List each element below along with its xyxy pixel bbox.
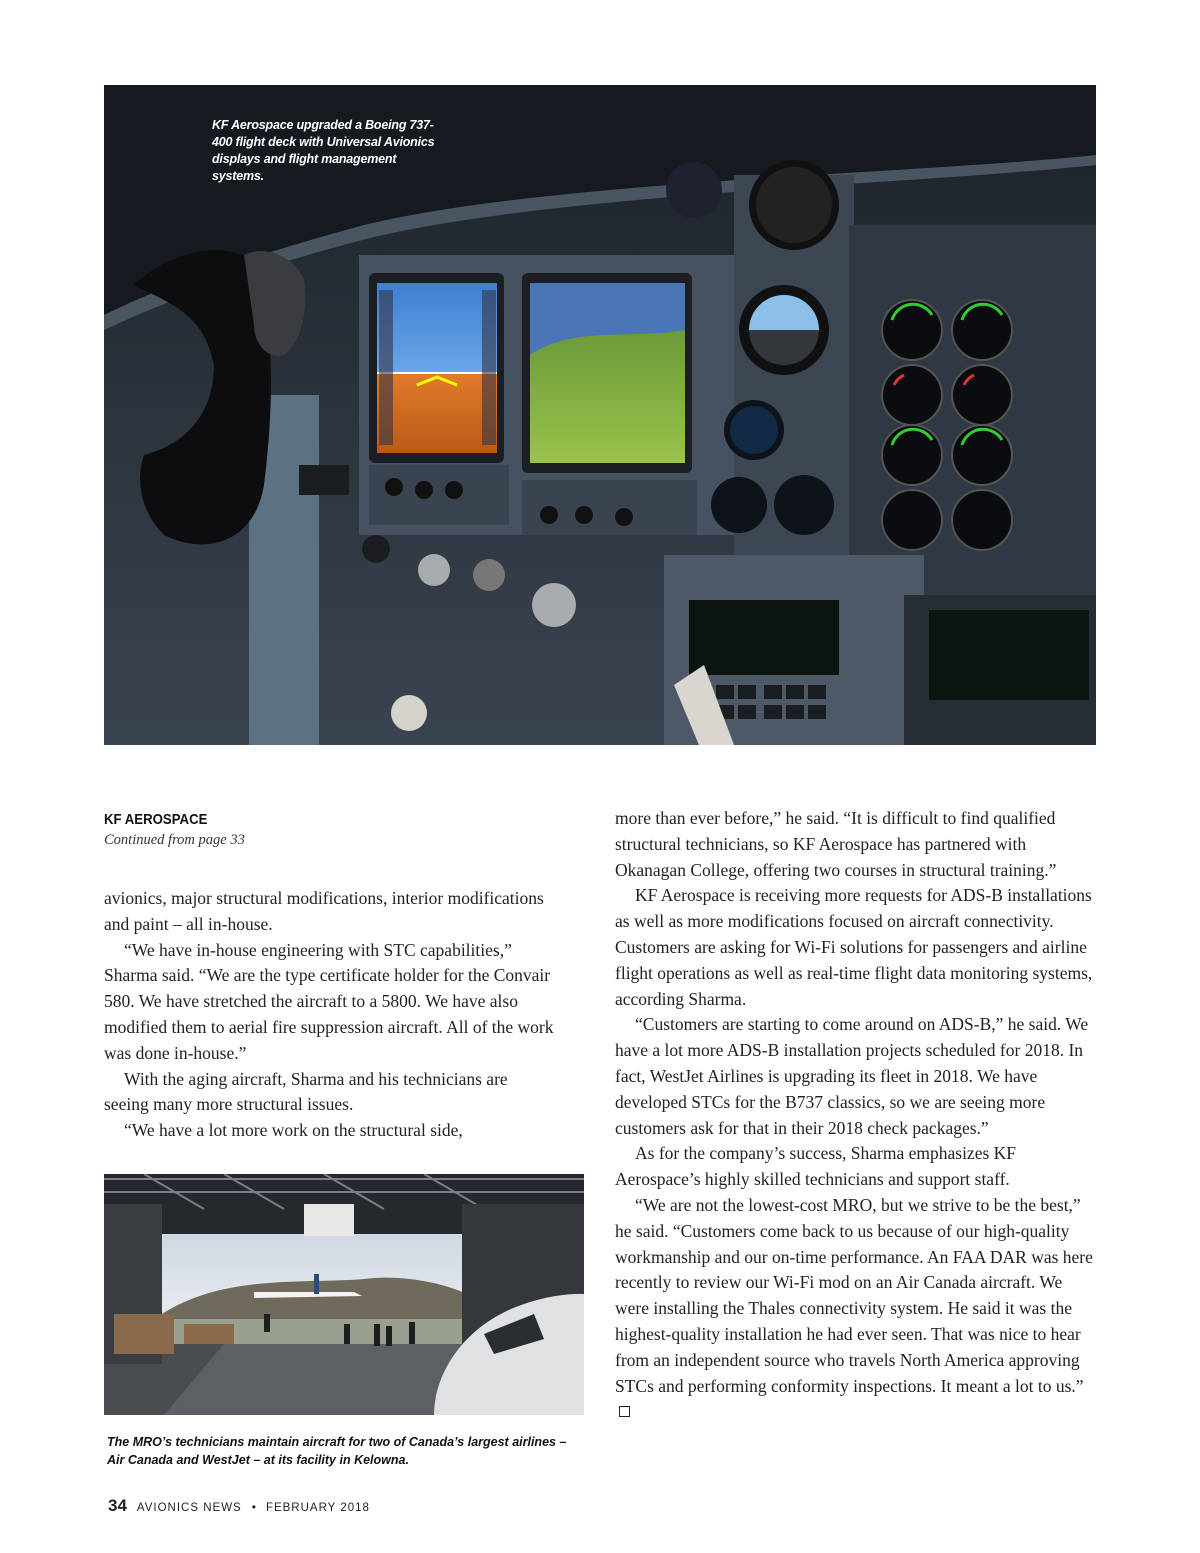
publication-name: AVIONICS NEWS (136, 1502, 242, 1514)
article-paragraph: “We have in-house engineering with STC capabilities,” Sharma said. “We are the type certificate holder for the Convair 580. We have stretched the aircraft to a 5800. We have also modified them to aerial fire suppression aircraft. All of the work was done in-house.” (104, 939, 554, 1063)
cockpit-photo (104, 85, 1096, 745)
article-paragraph: “We have a lot more work on the structural side, (124, 1120, 463, 1141)
last-paragraph-text: “We are not the lowest-cost MRO, but we strive to be the best,” he said. “Customers come back to us because of our high-quality workmanship and our on-time performance. An FAA DAR was here recently to review our Wi-Fi mod on an Air Canada aircraft. We were installing the Thales connectivity system. He said it was the highest-quality installation he had ever seen. That was nice to hear from an independent source who travels North America approving STCs and performing conformity inspections. It meant a lot to us.” (615, 1194, 1093, 1396)
article-left-column (104, 886, 556, 1144)
continued-from-note: Continued from page 33 (104, 832, 245, 848)
hangar-illustration (104, 1174, 584, 1415)
article-kicker: KF AEROSPACE (104, 811, 208, 828)
article-paragraph: With the aging aircraft, Sharma and his technicians are seeing many more structural issues. (104, 1068, 508, 1115)
article-paragraph: KF Aerospace is receiving more requests for ADS-B installations as well as more modifications focused on aircraft connectivity. Customers are asking for Wi-Fi solutions for passengers and airline flight operations as well as real-time flight data monitoring systems, according Sharma. (615, 885, 1093, 1009)
issue-date: FEBRUARY 2018 (265, 1502, 370, 1514)
page-number: 34 (108, 1496, 127, 1515)
cockpit-photo-caption: KF Aerospace upgraded a Boeing 737-400 flight deck with Universal Avionics displays and flight management systems. (212, 118, 435, 183)
end-of-article-icon (619, 1406, 630, 1417)
hangar-photo (104, 1174, 584, 1415)
article-right-column (615, 806, 1095, 1425)
article-paragraph: more than ever before,” he said. “It is difficult to find qualified structural technicians, so KF Aerospace has partnered with Okanagan College, offering two courses in structural training.” (615, 808, 1057, 880)
article-paragraph-last (615, 1193, 1095, 1425)
article-paragraph: avionics, major structural modifications, interior modifications and paint – all in-house. (104, 888, 544, 934)
hangar-photo-caption: The MRO’s technicians maintain aircraft for two of Canada’s largest airlines – Air Canada and WestJet – at its facility in Kelowna. (107, 1435, 567, 1467)
article-paragraph: “Customers are starting to come around on ADS-B,” he said. We have a lot more ADS-B installation projects scheduled for 2018. In fact, WestJet Airlines is upgrading its fleet in 2018. We have developed STCs for the B737 classics, so we are seeing more customers ask for that in their 2018 check packages.” (615, 1014, 1089, 1138)
footer-bullet: • (251, 1500, 256, 1514)
article-paragraph: As for the company’s success, Sharma emphasizes KF Aerospace’s highly skilled technicians and support staff. (615, 1143, 1017, 1190)
page-footer (108, 1496, 370, 1516)
